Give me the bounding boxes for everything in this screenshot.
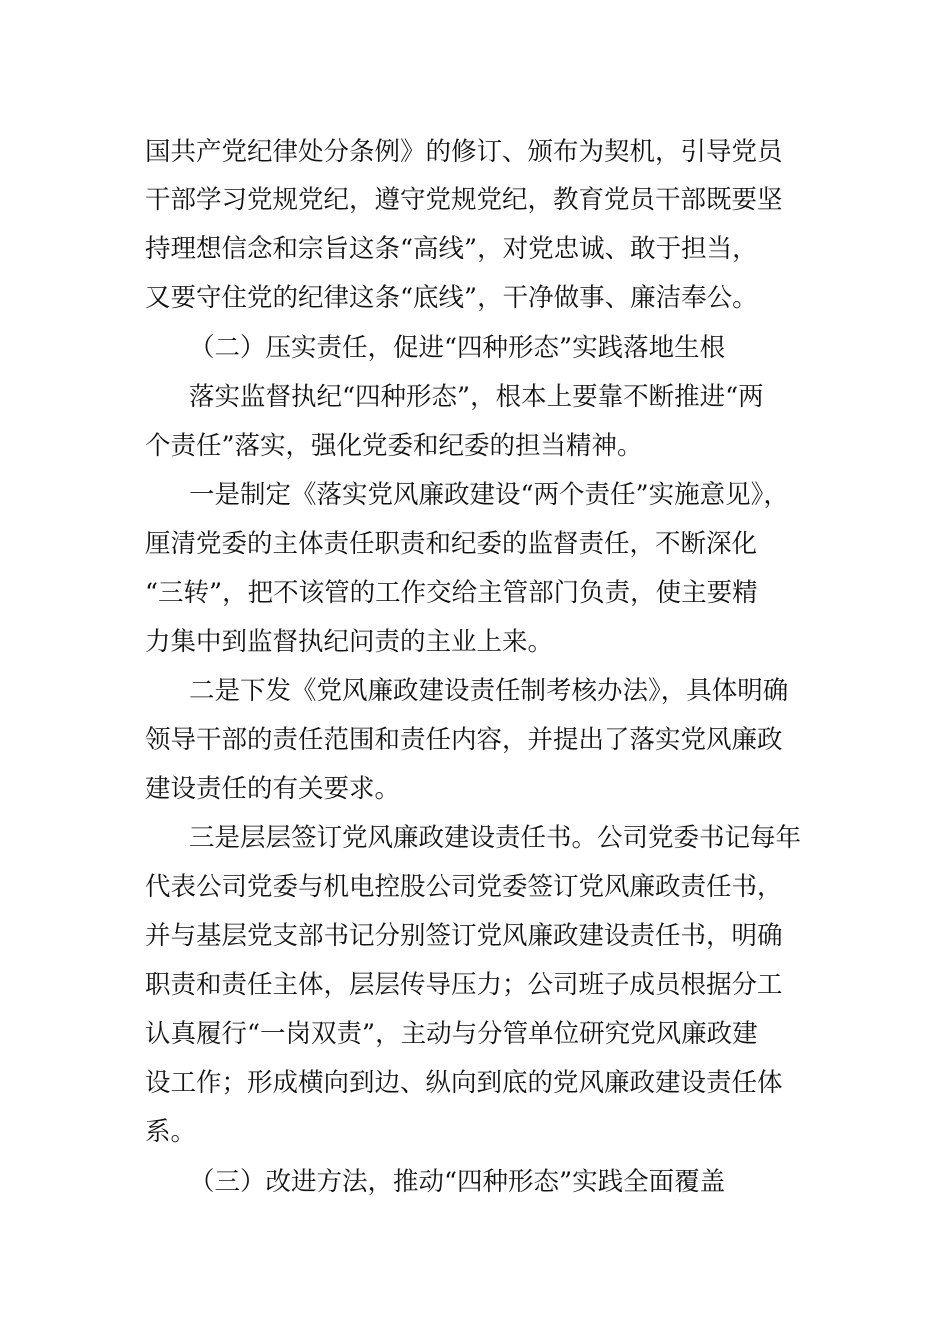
text-line: 力集中到监督执纪问责的主业上来。 — [145, 627, 554, 657]
text-line: 国共产党纪律处分条例》的修订、颁布为契机，引导党员 — [145, 137, 783, 167]
text-line: 个责任”落实，强化党委和纪委的担当精神。 — [145, 431, 643, 461]
text-line: 领导干部的责任范围和责任内容，并提出了落实党风廉政 — [145, 725, 783, 755]
text-line: 职责和责任主体，层层传导压力；公司班子成员根据分工 — [145, 970, 783, 1000]
section-heading: （二）压实责任，促进“四种形态”实践落地生根 — [189, 333, 726, 363]
text-line: 一是制定《落实党风廉政建设“两个责任”实施意见》， — [189, 480, 789, 510]
text-line: 设工作；形成横向到边、纵向到底的党风廉政建设责任体 — [145, 1068, 783, 1098]
text-line: 落实监督执纪“四种形态”，根本上要靠不断推进“两 — [189, 382, 764, 412]
text-line: 又要守住党的纪律这条“底线”，干净做事、廉洁奉公。 — [145, 283, 758, 313]
text-line: 并与基层党支部书记分别签订党风廉政建设责任书，明确 — [145, 921, 783, 951]
text-line: 认真履行“一岗双责”，主动与分管单位研究党风廉政建 — [145, 1019, 758, 1049]
text-line: 代表公司党委与机电控股公司党委签订党风廉政责任书， — [145, 872, 783, 902]
text-line: 干部学习党规党纪，遵守党规党纪，教育党员干部既要坚 — [145, 185, 783, 215]
text-line: 厘清党委的主体责任职责和纪委的监督责任，不断深化 — [145, 529, 758, 559]
text-line: 持理想信念和宗旨这条“高线”，对党忠诚、敢于担当， — [145, 234, 758, 264]
text-line: 三是层层签订党风廉政建设责任书。公司党委书记每年 — [189, 823, 802, 853]
text-line: 系。 — [145, 1117, 197, 1147]
section-heading: （三）改进方法，推动“四种形态”实践全面覆盖 — [189, 1167, 726, 1197]
text-line: “三转”，把不该管的工作交给主管部门负责，使主要精 — [145, 578, 758, 608]
text-line: 二是下发《党风廉政建设责任制考核办法》，具体明确 — [189, 676, 789, 706]
text-line: 建设责任的有关要求。 — [145, 774, 401, 804]
